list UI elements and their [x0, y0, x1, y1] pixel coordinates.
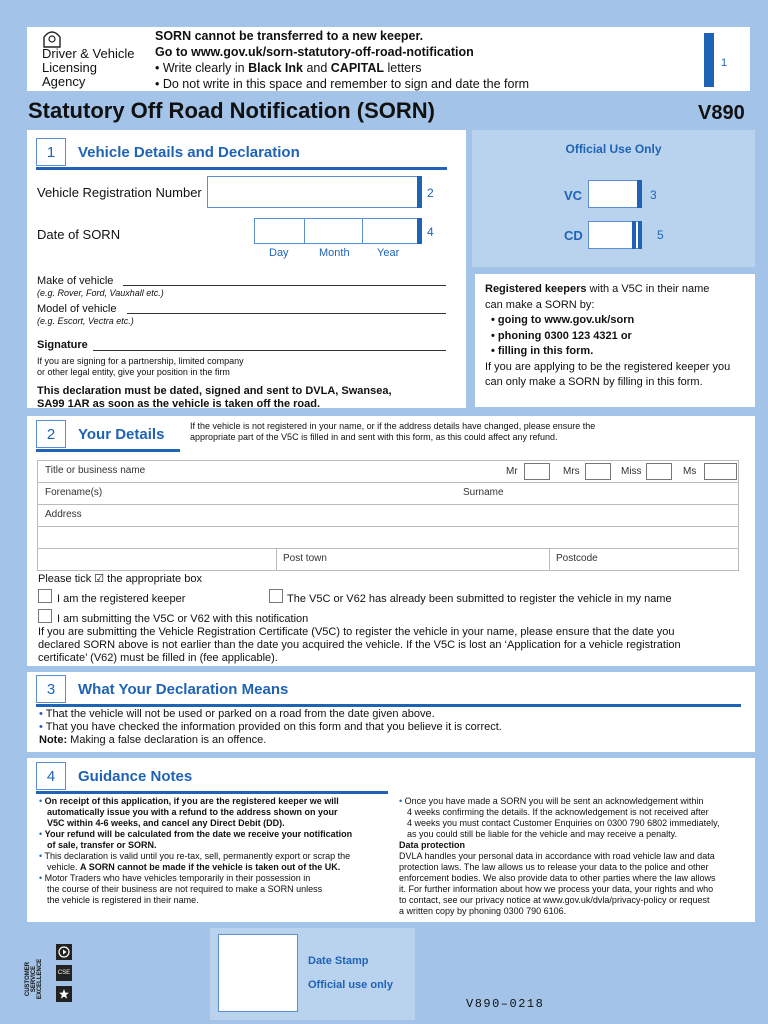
postcode-label: Postcode — [556, 553, 598, 564]
make-label: Make of vehicle — [37, 275, 114, 287]
guidance-item: • Motor Traders who have vehicles temporarily in their possession in — [39, 873, 311, 883]
section-2-note-line: appropriate part of the V5C is filled in and sent with this form, as this could affect any refund. — [190, 432, 558, 442]
official-use-panel — [472, 130, 755, 267]
section-1-underline — [36, 167, 447, 170]
vc-bar — [637, 180, 642, 208]
keepers-item: • filling in this form. — [491, 345, 594, 357]
declaration-note — [39, 734, 502, 747]
agency-line: Licensing — [42, 60, 97, 75]
section-4-number: 4 — [36, 762, 66, 790]
vc-marker: 3 — [650, 188, 657, 202]
section-3-title: What Your Declaration Means — [78, 681, 289, 698]
note-text: Making a false declaration is an offence. — [67, 734, 267, 746]
vrn-input[interactable] — [207, 176, 419, 208]
declaration-text — [37, 385, 392, 411]
cd-label: CD — [564, 228, 583, 243]
official-use-title: Official Use Only — [565, 142, 662, 156]
v5c-submitted-checkbox[interactable] — [269, 589, 283, 603]
date-stamp-label: Date Stamp — [308, 955, 369, 967]
notice-bullet: • Write clearly in Black Ink and CAPITAL letters — [155, 61, 422, 75]
section-2-underline — [36, 449, 180, 452]
post-town-label: Post town — [283, 553, 327, 564]
notice-text: and — [302, 61, 331, 75]
date-day-input[interactable] — [254, 218, 305, 244]
signature-label: Signature — [37, 339, 88, 351]
notice-text: letters — [384, 61, 422, 75]
signature-hint-line: or other legal entity, give your position in the firm — [37, 367, 230, 377]
section-3-number: 3 — [36, 675, 66, 703]
guidance-left — [39, 796, 394, 906]
cse-text: CUSTOMER SERVICE EXCELLENCE — [25, 958, 43, 1000]
guidance-item: • This declaration is valid until you re-tax, sell, permanently export or scrap the — [39, 851, 351, 861]
section-1-title: Vehicle Details and Declaration — [78, 144, 300, 161]
mr-label: Mr — [506, 466, 518, 477]
guidance-item: • Once you have made a SORN you will be sent an acknowledgement within — [399, 796, 704, 806]
keepers-panel — [475, 274, 755, 407]
declaration-line: This declaration must be dated, signed and sent to DVLA, Swansea, — [37, 385, 392, 397]
miss-checkbox[interactable] — [646, 463, 672, 480]
vc-label: VC — [564, 188, 583, 203]
vrn-label: Vehicle Registration Number — [37, 185, 202, 200]
guidance-text: automatically issue you with a refund to the address shown on your — [47, 807, 338, 817]
section-2-note — [190, 421, 595, 443]
header-notices — [155, 28, 529, 92]
keepers-text-part: with a V5C in their name — [586, 283, 710, 295]
declaration-line: SA99 1AR as soon as the vehicle is taken off the road. — [37, 398, 321, 410]
title-label: Title or business name — [45, 465, 146, 476]
data-protection-text: enforcement bodies. We also provide data to other parties where the law allows — [399, 873, 716, 883]
guidance-text: Motor Traders who have vehicles temporarily in their possession in — [44, 873, 311, 883]
guidance-text: the vehicle is registered in their name. — [47, 895, 199, 905]
year-label: Year — [377, 247, 400, 259]
signature-hint — [37, 356, 244, 378]
date-month-input[interactable] — [304, 218, 363, 244]
cse-badge: CSE — [56, 965, 72, 981]
postcode-divider — [549, 549, 550, 570]
data-protection-text: DVLA handles your personal data in accordance with road vehicle law and data — [399, 851, 715, 861]
declaration-means-text: That you have checked the information provided on this form and that you believe it is correct. — [45, 721, 502, 733]
surname-label: Surname — [463, 487, 504, 498]
declaration-means — [39, 708, 502, 747]
keepers-line — [485, 282, 730, 298]
section-3-panel — [27, 672, 755, 752]
signature-line[interactable] — [93, 350, 446, 351]
address-row-1[interactable] — [37, 505, 739, 527]
date-label: Date of SORN — [37, 227, 121, 242]
v5c-paragraph — [38, 626, 681, 665]
guidance-text: 4 weeks confirming the details. If the acknowledgement is not received after — [407, 807, 709, 817]
ms-checkbox[interactable] — [704, 463, 737, 480]
declaration-means-item: • That you have checked the information provided on this form and that you believe it is correct. — [39, 721, 502, 733]
notice-bullet: • Do not write in this space and remember to sign and date the form — [155, 77, 530, 91]
name-row[interactable] — [37, 483, 739, 505]
header-panel — [27, 27, 750, 91]
tick-text: the appropriate box — [104, 573, 202, 585]
guidance-text: vehicle. — [47, 862, 81, 872]
mr-checkbox[interactable] — [524, 463, 550, 480]
tick-instruction — [38, 572, 202, 585]
submitting-v5c-checkbox[interactable] — [38, 609, 52, 623]
mrs-checkbox[interactable] — [585, 463, 611, 480]
vrn-bar — [417, 176, 422, 208]
agency-name — [42, 47, 134, 89]
address-row-2[interactable] — [37, 527, 739, 549]
agency-line: Agency — [42, 74, 86, 89]
submitting-v5c-label: I am submitting the V5C or V62 with this notification — [57, 613, 309, 625]
section-2-number: 2 — [36, 420, 66, 448]
guidance-text: Your refund will be calculated from the date we receive your notification — [44, 829, 353, 839]
section-1-panel — [27, 130, 466, 408]
day-label: Day — [269, 247, 289, 259]
date-stamp-box — [218, 934, 298, 1012]
keepers-item: • going to www.gov.uk/sorn — [491, 314, 635, 326]
play-icon — [56, 944, 72, 960]
month-label: Month — [319, 247, 350, 259]
section-3-underline — [36, 704, 741, 707]
keepers-item-text: filling in this form. — [497, 345, 594, 357]
keepers-item: • phoning 0300 123 4321 or — [491, 329, 632, 342]
date-bar — [417, 218, 422, 244]
section-2-note-line: If the vehicle is not registered in your name, or if the address details have changed, please ensure the — [190, 421, 596, 431]
forename-label: Forename(s) — [45, 487, 103, 498]
tick-text: Please tick — [38, 573, 95, 585]
date-stamp-area — [210, 928, 415, 1020]
vc-box — [588, 180, 640, 208]
date-year-input[interactable] — [362, 218, 420, 244]
form-code: V890 — [698, 102, 745, 124]
notice-text: Do not write in this space and remember to sign and date the form — [162, 77, 530, 91]
title-row[interactable] — [37, 460, 739, 483]
vrn-marker: 2 — [427, 186, 434, 200]
notice-bold: CAPITAL — [330, 61, 385, 75]
keepers-line: If you are applying to be the registered keeper you — [485, 360, 731, 373]
data-protection-title: Data protection — [399, 840, 466, 850]
date-marker: 4 — [427, 225, 434, 239]
guidance-text: This declaration is valid until you re-tax, sell, permanently export or scrap the — [44, 851, 351, 861]
form-reference: V890–0218 — [466, 997, 545, 1011]
signature-hint-line: If you are signing for a partnership, limited company — [37, 356, 244, 366]
cd-marker: 5 — [657, 228, 664, 242]
ms-label: Ms — [683, 466, 697, 477]
page-marker: 1 — [721, 57, 728, 69]
model-label: Model of vehicle — [37, 303, 117, 315]
agency-line: Driver & Vehicle — [42, 46, 135, 61]
model-line[interactable] — [127, 313, 446, 314]
declaration-means-item: • That the vehicle will not be used or parked on a road from the date given above. — [39, 708, 435, 720]
guidance-item: • Your refund will be calculated from the date we receive your notification — [39, 829, 353, 839]
v5c-paragraph-line: declared SORN above is not earlier than the date you acquired the vehicle. If the V5C is lost an ‘Application for a vehicle registration — [38, 639, 681, 651]
tick-box-icon: ☑ — [94, 573, 105, 585]
notice-bold: Black Ink — [248, 61, 303, 75]
keepers-line: can make a SORN by: — [485, 298, 595, 311]
note-label: Note: — [39, 734, 68, 746]
keepers-item-text: phoning 0300 123 4321 or — [497, 329, 632, 342]
keepers-line: can only make a SORN by filling in this form. — [485, 376, 703, 388]
v5c-paragraph-line: If you are submitting the Vehicle Registration Certificate (V5C) to register the vehicle in your name, please ensure that the date you — [38, 626, 675, 638]
keepers-bold: Registered keepers — [485, 283, 587, 295]
keepers-text — [485, 282, 730, 391]
data-protection-text: to contact, see our privacy notice at www.gov.uk/dvla/privacy-policy or request — [399, 895, 710, 905]
star-icon — [56, 986, 72, 1002]
guidance-item: • On receipt of this application, if you are the registered keeper we will — [39, 796, 339, 806]
page-title: Statutory Off Road Notification (SORN) — [28, 98, 435, 123]
guidance-item — [39, 862, 394, 873]
address-label: Address — [45, 509, 82, 520]
cse-logo — [25, 944, 78, 1006]
notice-transfer: SORN cannot be transferred to a new keeper. — [155, 29, 424, 43]
guidance-text: On receipt of this application, if you are the registered keeper we will — [44, 796, 339, 806]
guidance-text: as you could still be liable for the vehicle and may receive a penalty. — [407, 829, 677, 839]
town-divider — [276, 549, 277, 570]
data-protection-text: a written copy by phoning 0300 790 6106. — [399, 906, 567, 916]
model-hint: (e.g. Escort, Vectra etc.) — [37, 316, 134, 326]
make-hint: (e.g. Rover, Ford, Vauxhall etc.) — [37, 288, 164, 298]
cd-bar — [638, 221, 642, 249]
registered-keeper-label: I am the registered keeper — [57, 593, 186, 605]
registered-keeper-checkbox[interactable] — [38, 589, 52, 603]
guidance-text: A SORN cannot be made if the vehicle is taken out of the UK. — [80, 862, 341, 872]
mrs-label: Mrs — [563, 466, 580, 477]
cd-bar — [632, 221, 636, 249]
notice-text: Write clearly in — [162, 61, 249, 75]
guidance-text: V5C within 4-6 weeks, and cancel any Direct Debit (DD). — [47, 818, 285, 828]
guidance-text: 4 weeks you must contact Customer Enquiries on 0300 790 6802 immediately, — [407, 818, 720, 828]
section-4-panel — [27, 758, 755, 922]
guidance-text: of sale, transfer or SORN. — [47, 840, 157, 850]
v5c-paragraph-line: certificate’ (V62) must be filled in (fee applicable). — [38, 652, 278, 664]
notice-url: Go to www.gov.uk/sorn-statutory-off-road-notification — [155, 45, 474, 59]
section-2-title: Your Details — [78, 426, 165, 443]
declaration-means-text: That the vehicle will not be used or parked on a road from the date given above. — [45, 708, 435, 720]
guidance-text: the course of their business are not required to make a SORN unless — [47, 884, 323, 894]
data-protection-text: protection laws. The law allows us to release your data to the police and other — [399, 862, 709, 872]
guidance-text: Once you have made a SORN you will be sent an acknowledgement within — [404, 796, 704, 806]
make-line[interactable] — [123, 285, 446, 286]
section-1-number: 1 — [36, 138, 66, 166]
official-use-label: Official use only — [308, 979, 393, 991]
page-marker-bar — [704, 33, 714, 87]
section-4-underline — [36, 791, 388, 794]
data-protection-text: it. For further information about how we process your data, your rights and who — [399, 884, 714, 894]
section-4-title: Guidance Notes — [78, 768, 193, 785]
miss-label: Miss — [621, 466, 642, 477]
v5c-submitted-label: The V5C or V62 has already been submitted to register the vehicle in my name — [287, 593, 672, 605]
keepers-item-text: going to www.gov.uk/sorn — [497, 314, 635, 326]
guidance-right — [399, 796, 749, 917]
town-row[interactable] — [37, 549, 739, 571]
